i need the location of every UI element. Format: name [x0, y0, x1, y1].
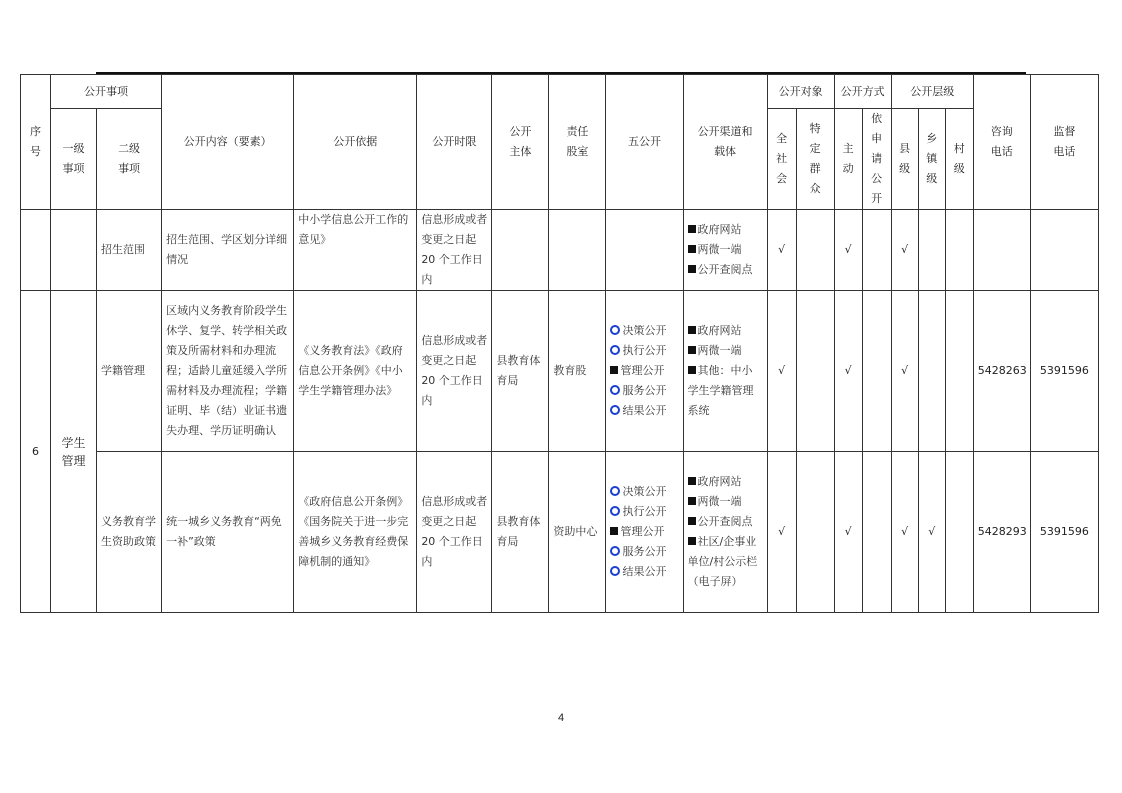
five-item: 执行公开 — [610, 341, 678, 361]
cell-five — [606, 452, 683, 613]
channel-item: 政府网站 — [688, 472, 763, 492]
cell-consult: 5428293 — [973, 452, 1030, 613]
cell-active: √ — [834, 291, 862, 452]
cell-county: √ — [891, 210, 918, 291]
circle-icon — [610, 566, 620, 576]
cell-subject — [492, 210, 549, 291]
cell-town: √ — [918, 452, 945, 613]
header-consult: 咨询电话 — [973, 75, 1030, 210]
header-subject: 公开主体 — [492, 75, 549, 210]
circle-icon — [610, 385, 620, 395]
cell-l2: 招生范围 — [97, 210, 162, 291]
channel-item: 公开查阅点 — [688, 512, 763, 532]
cell-subject: 县教育体育局 — [492, 452, 549, 613]
cell-village — [945, 210, 973, 291]
cell-subject: 县教育体育局 — [492, 291, 549, 452]
header-level2: 二级事项 — [97, 109, 162, 210]
header-five: 五公开 — [606, 75, 683, 210]
cell-village — [945, 291, 973, 452]
filled-square-icon — [688, 225, 696, 233]
header-seq: 序号 — [21, 75, 51, 210]
filled-square-icon — [610, 366, 618, 374]
cell-request — [862, 452, 891, 613]
header-aud-all: 全社会 — [767, 109, 796, 210]
five-item: 结果公开 — [610, 401, 678, 421]
cell-time: 信息形成或者变更之日起 20 个工作日内 — [417, 291, 492, 452]
cell-time: 信息形成或者变更之日起 20 个工作日内 — [417, 210, 492, 291]
channel-item: 两微一端 — [688, 492, 763, 512]
filled-square-icon — [688, 265, 696, 273]
channel-item: 社区/企事业单位/村公示栏（电子屏） — [687, 535, 758, 588]
header-time: 公开时限 — [417, 75, 492, 210]
filled-square-icon — [688, 497, 696, 505]
header-lv-town: 乡镇级 — [918, 109, 945, 210]
filled-square-icon — [688, 346, 696, 354]
cell-basis: 中小学信息公开工作的意见》 — [294, 210, 417, 291]
table-row — [21, 291, 1099, 452]
header-audience: 公开对象 — [767, 75, 834, 109]
five-item: 结果公开 — [610, 562, 678, 582]
cell-county: √ — [891, 452, 918, 613]
cell-seq-empty — [21, 210, 51, 291]
cell-consult: 5428263 — [973, 291, 1030, 452]
channel-item: 两微一端 — [688, 240, 763, 260]
cell-active: √ — [834, 452, 862, 613]
five-item: 服务公开 — [610, 542, 678, 562]
cell-county: √ — [891, 291, 918, 452]
cell-office — [549, 210, 606, 291]
five-item: 决策公开 — [610, 482, 678, 502]
cell-town — [918, 210, 945, 291]
cell-office: 资助中心 — [549, 452, 606, 613]
cell-request — [862, 291, 891, 452]
cell-content: 统一城乡义务教育“两免一补”政策 — [162, 452, 294, 613]
header-method-request: 依申请公开 — [862, 109, 891, 210]
cell-supervise — [1030, 210, 1098, 291]
cell-basis: 《义务教育法》《政府信息公开条例》《中小学生学籍管理办法》 — [294, 291, 417, 452]
cell-aud-group — [796, 452, 834, 613]
header-content: 公开内容（要素） — [162, 75, 294, 210]
cell-supervise: 5391596 — [1030, 452, 1098, 613]
circle-icon — [610, 345, 620, 355]
header-level1: 一级事项 — [51, 109, 97, 210]
cell-l1-empty — [51, 210, 97, 291]
cell-l2: 义务教育学生资助政策 — [97, 452, 162, 613]
filled-square-icon — [688, 366, 696, 374]
cell-l2: 学籍管理 — [97, 291, 162, 452]
page-number: 4 — [557, 712, 565, 724]
circle-icon — [610, 325, 620, 335]
filled-square-icon — [688, 477, 696, 485]
table-row — [21, 452, 1099, 613]
filled-square-icon — [688, 245, 696, 253]
cell-five — [606, 291, 683, 452]
cell-aud-group — [796, 291, 834, 452]
header-lv-village: 村级 — [945, 109, 973, 210]
cell-request — [862, 210, 891, 291]
cell-channels — [683, 452, 767, 613]
filled-square-icon — [688, 326, 696, 334]
circle-icon — [610, 486, 620, 496]
filled-square-icon — [688, 537, 696, 545]
cell-aud-group — [796, 210, 834, 291]
five-item: 管理公开 — [610, 361, 678, 381]
cell-aud-all: √ — [767, 210, 796, 291]
circle-icon — [610, 405, 620, 415]
cell-town — [918, 291, 945, 452]
filled-square-icon — [688, 517, 696, 525]
cell-office: 教育股 — [549, 291, 606, 452]
table-row — [21, 210, 1099, 291]
five-item: 管理公开 — [610, 522, 678, 542]
cell-content: 区域内义务教育阶段学生休学、复学、转学相关政策及所需材料和办理流程；适龄儿童延缓入学所需材料及办理流程；学籍证明、毕（结）业证书遗失办理、学历证明确认 — [162, 291, 294, 452]
cell-channels — [683, 210, 767, 291]
five-item: 决策公开 — [610, 321, 678, 341]
cell-time: 信息形成或者变更之日起 20 个工作日内 — [417, 452, 492, 613]
five-item: 服务公开 — [610, 381, 678, 401]
header-supervise: 监督电话 — [1030, 75, 1098, 210]
five-item: 执行公开 — [610, 502, 678, 522]
cell-aud-all: √ — [767, 452, 796, 613]
channel-item: 两微一端 — [688, 341, 763, 361]
header-basis: 公开依据 — [294, 75, 417, 210]
cell-channels — [683, 291, 767, 452]
header-method: 公开方式 — [834, 75, 891, 109]
cell-content: 招生范围、学区划分详细情况 — [162, 210, 294, 291]
cell-l1: 学生管理 — [51, 291, 97, 613]
cell-five — [606, 210, 683, 291]
channel-item: 政府网站 — [688, 220, 763, 240]
cell-village — [945, 452, 973, 613]
header-channel: 公开渠道和载体 — [683, 75, 767, 210]
cell-supervise: 5391596 — [1030, 291, 1098, 452]
header-method-active: 主动 — [834, 109, 862, 210]
filled-square-icon — [610, 527, 618, 535]
channel-item: 政府网站 — [688, 321, 763, 341]
cell-basis: 《政府信息公开条例》《国务院关于进一步完善城乡义务教育经费保障机制的通知》 — [294, 452, 417, 613]
cell-seq: 6 — [21, 291, 51, 613]
header-aud-group: 特定群众 — [796, 109, 834, 210]
channel-item: 公开查阅点 — [688, 260, 763, 280]
cell-consult — [973, 210, 1030, 291]
circle-icon — [610, 546, 620, 556]
header-office: 责任股室 — [549, 75, 606, 210]
header-lv-county: 县级 — [891, 109, 918, 210]
disclosure-table — [20, 74, 1099, 613]
circle-icon — [610, 506, 620, 516]
channel-item: 其他：中小学生学籍管理系统 — [687, 364, 754, 417]
header-matters: 公开事项 — [51, 75, 162, 109]
cell-active: √ — [834, 210, 862, 291]
header-level: 公开层级 — [891, 75, 973, 109]
cell-aud-all: √ — [767, 291, 796, 452]
